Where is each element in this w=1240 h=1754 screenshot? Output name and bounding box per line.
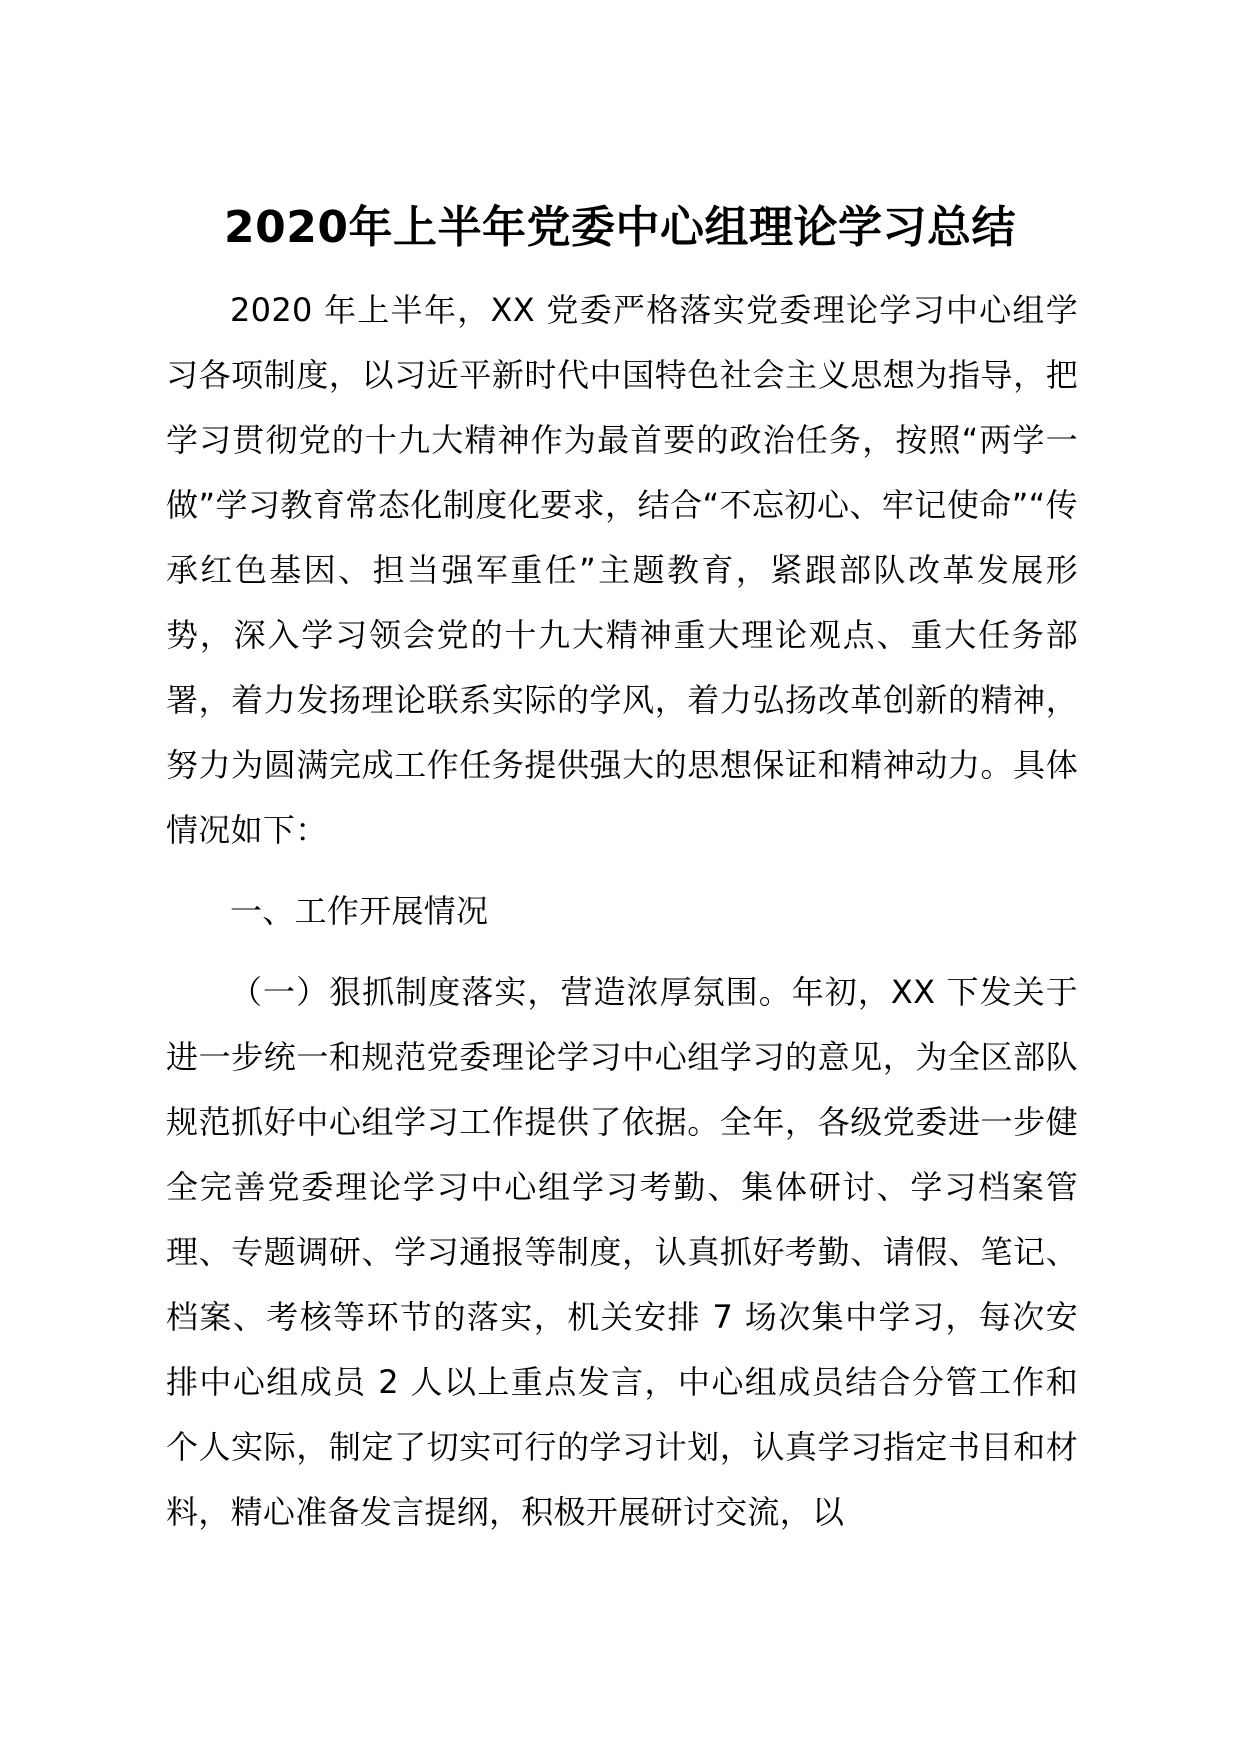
intro-paragraph: 2020 年上半年，XX 党委严格落实党委理论学习中心组学习各项制度，以习近平新时代中国特色社会主义思想为指导，把学习贯彻党的十九大精神作为最首要的政治任务，按照“两学一做”学习教育常态化制度化要求，结合“不忘初心、牢记使命”“传承红色基因、担当强军重任”主题教育，紧跟部队改革发展形势，深入学习领会党的十九大精神重大理论观点、重大任务部署，着力发扬理论联系实际的学风，着力弘扬改革创新的精神，努力为圆满完成工作任务提供强大的思想保证和精神动力。具体情况如下：: [166, 291, 1078, 849]
document-title: 2020年上半年党委中心组理论学习总结: [224, 202, 1016, 253]
section-paragraph: （一）狠抓制度落实，营造浓厚氛围。年初，XX 下发关于进一步统一和规范党委理论学习中心组学习的意见，为全区部队规范抓好中心组学习工作提供了依据。全年，各级党委进一步健全完善党委理论学习中心组学习考勤、集体研讨、学习档案管理、专题调研、学习通报等制度，认真抓好考勤、请假、笔记、档案、考核等环节的落实，机关安排 7 场次集中学习，每次安排中心组成员 2 人以上重点发言，中心组成员结合分管工作和个人实际，制定了切实可行的学习计划，认真学习指定书目和材料，精心准备发言提纲，积极开展研讨交流，以: [166, 973, 1078, 1531]
section-heading: 一、工作开展情况: [230, 892, 489, 930]
document-body: [166, 278, 1078, 1545]
